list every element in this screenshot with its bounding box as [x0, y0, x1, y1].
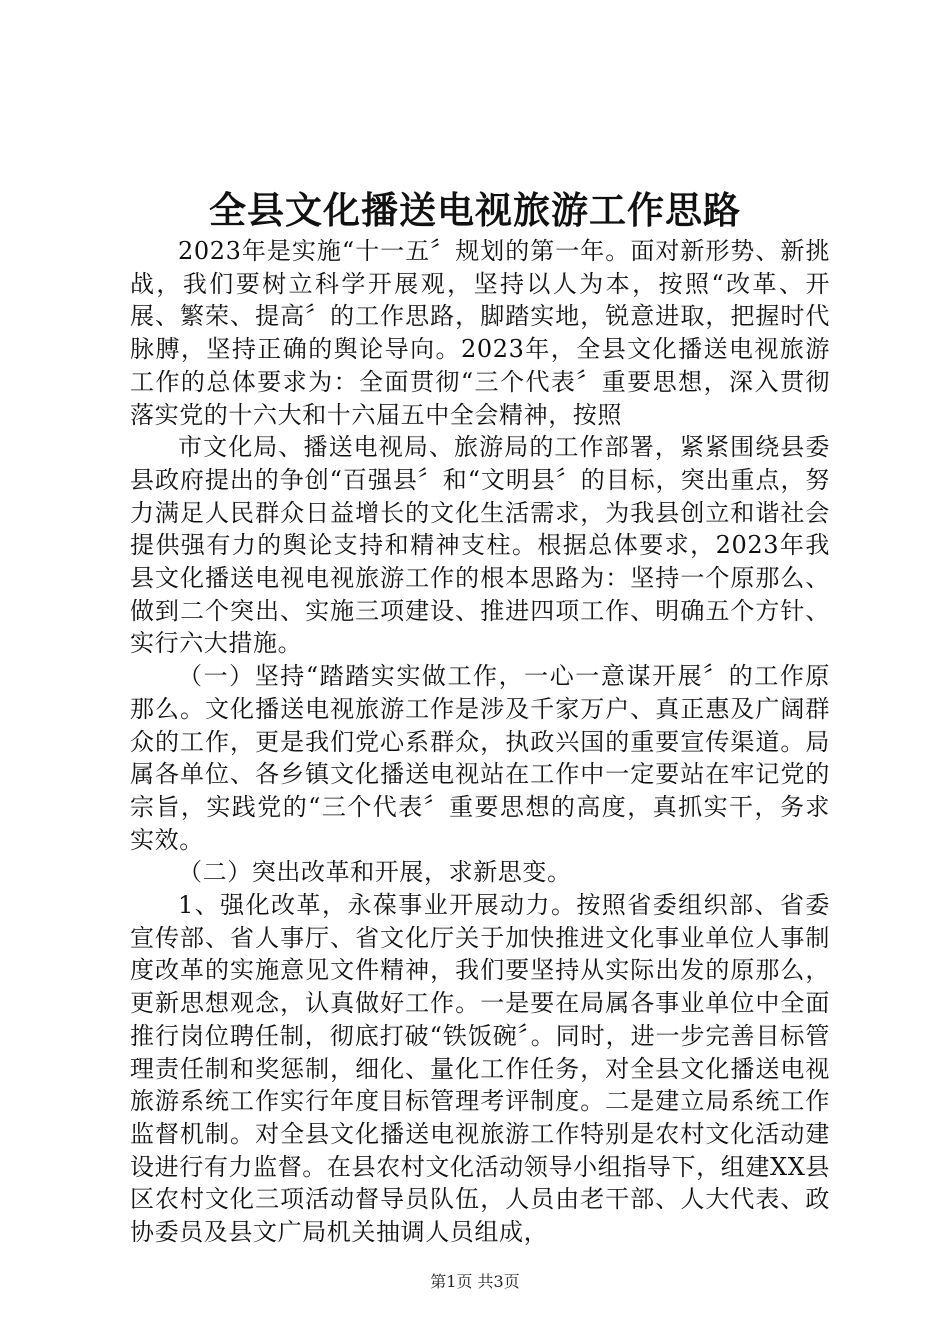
paragraph-reform: 1、强化改革，永葆事业开展动力。按照省委组织部、省委宣传部、省人事厅、省文化厅关于加快推进文化事业单位人事制度改革的实施意见文件精神，我们要坚持从实际出发的原那么，更新思想观念，认真做好工作。一是要在局属各事业单位中全面推行岗位聘任制，彻底打破“铁饭碗〞。同时，进一步完善目标管理责任制和奖惩制，细化、量化工作任务，对全县文化播送电视旅游系统工作实行年度目标管理考评制度。二是建立局系统工作监督机制。对全县文化播送电视旅游工作特别是农村文化活动建设进行有力监督。在县农村文化活动领导小组指导下，组建XX县区农村文化三项活动督导员队伍，人员由老干部、人大代表、政协委员及县文广局机关抽调人员组成，: [130, 891, 830, 1247]
document-body: [130, 235, 830, 1249]
paragraph-basic-approach: 市文化局、播送电视局、旅游局的工作部署，紧紧围绕县委县政府提出的争创“百强县〞和“文明县〞的目标，突出重点，努力满足人民群众日益增长的文化生活需求，为我县创立和谐社会提供强有力的舆论支持和精神支柱。根据总体要求，2023年我县文化播送电视电视旅游工作的根本思路为：坚持一个原那么、做到二个突出、实施三项建设、推进四项工作、明确五个方针、实行六大措施。: [130, 433, 830, 658]
paragraph-intro: 2023年是实施“十一五〞规划的第一年。面对新形势、新挑战，我们要树立科学开展观，坚持以人为本，按照“改革、开展、繁荣、提高〞的工作思路，脚踏实地，锐意进取，把握时代脉膊，坚持正确的舆论导向。2023年，全县文化播送电视旅游工作的总体要求为：全面贯彻“三个代表〞重要思想，深入贯彻落实党的十六大和十六届五中全会精神，按照: [130, 237, 830, 429]
page-number-footer: 第1页 共3页: [430, 1272, 520, 1291]
document-title: 全县文化播送电视旅游工作思路: [209, 188, 741, 232]
paragraph-section-one: （一）坚持“踏踏实实做工作，一心一意谋开展〞的工作原那么。文化播送电视旅游工作是涉及千家万户、真正惠及广阔群众的工作，更是我们党心系群众，执政兴国的重要宣传渠道。局属各单位、各乡镇文化播送电视站在工作中一定要站在牢记党的宗旨，实践党的“三个代表〞重要思想的高度，真抓实干，务求实效。: [130, 662, 830, 854]
paragraph-section-two: （二）突出改革和开展，求新思变。: [178, 858, 572, 887]
